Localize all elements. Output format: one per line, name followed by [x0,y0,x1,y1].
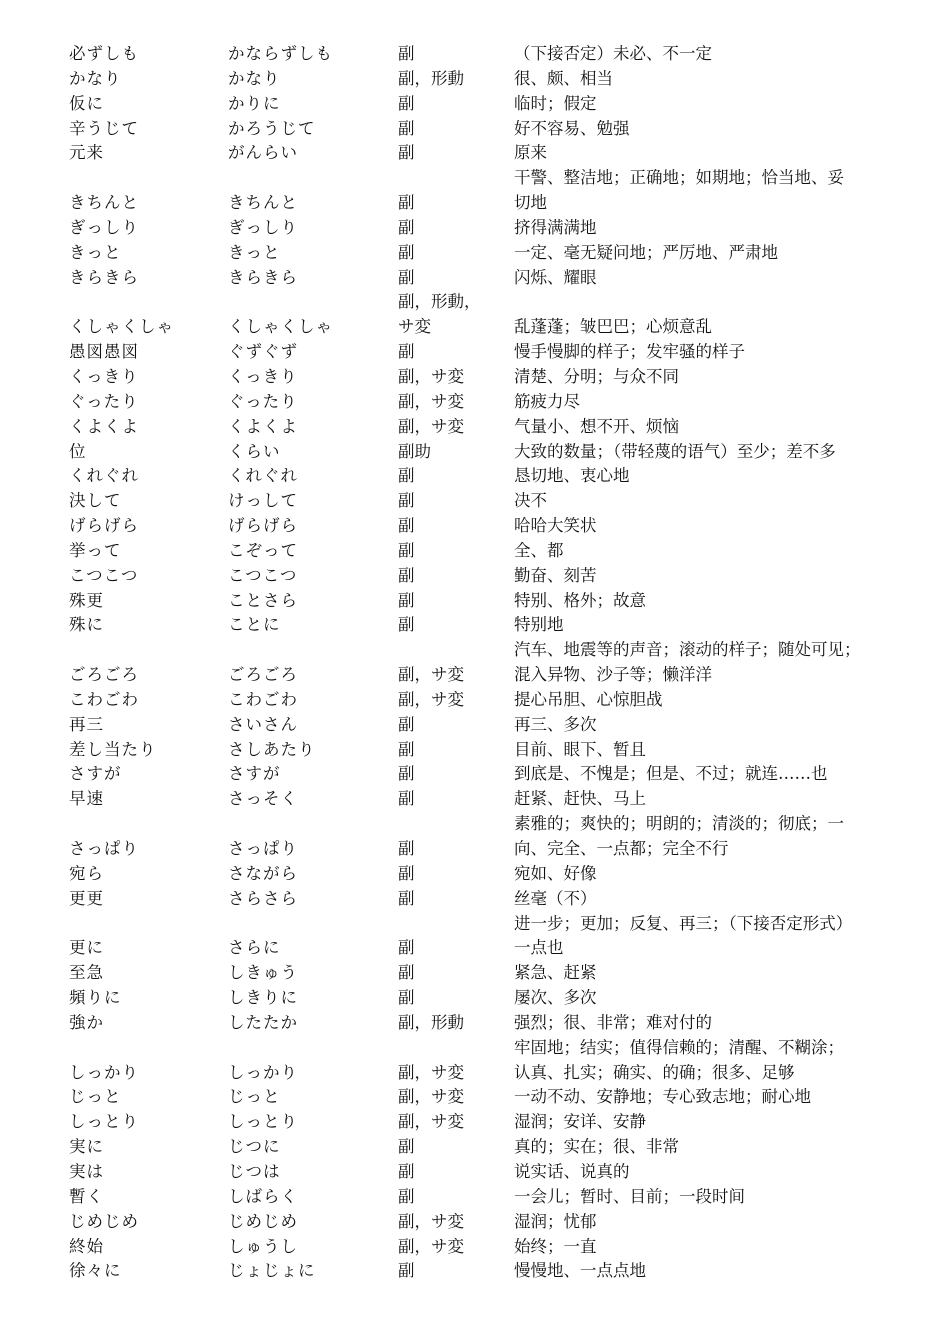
table-row [0,514,950,539]
word-cell: 辛うじて [69,118,139,138]
meaning-cell: 一点也 [514,938,564,958]
part-of-speech-cell: 副 [398,938,415,958]
word-cell: 実に [69,1137,104,1157]
part-of-speech-cell: 副 [398,963,415,983]
meaning-cell: 特别、格外；故意 [514,590,646,610]
meaning-cell: 丝毫（不） [514,888,597,908]
meaning-cell: 湿润；安详、安静 [514,1112,646,1132]
reading-cell: かなり [228,68,281,88]
part-of-speech-cell: 副 [398,118,415,138]
word-cell: ごろごろ [69,665,139,685]
reading-cell: きちんと [228,193,298,213]
part-of-speech-cell: 副 [398,93,415,113]
part-of-speech-cell: 副，サ変 [398,689,464,709]
meaning-cell: 决不 [514,491,547,511]
table-row [0,1185,950,1210]
reading-cell: こつこつ [228,565,298,585]
meaning-cell: 再三、多次 [514,714,597,734]
part-of-speech-cell: 副，サ変 [398,1087,464,1107]
word-cell: 更に [69,938,104,958]
meaning-cell: 始终；一直 [514,1236,597,1256]
word-cell: 元来 [69,143,104,163]
meaning-cell: 乱蓬蓬；皱巴巴；心烦意乱 [514,317,712,337]
meaning-cell: 混入异物、沙子等；懒洋洋 [514,665,712,685]
reading-cell: じつは [228,1161,281,1181]
table-row [0,638,950,663]
meaning-cell: 一定、毫无疑问地；严厉地、严肃地 [514,242,778,262]
meaning-cell: 干警、整洁地；正确地；如期地；恰当地、妥 [514,168,844,188]
table-row [0,489,950,514]
meaning-cell: 赶紧、赶快、马上 [514,789,646,809]
meaning-cell: 屡次、多次 [514,988,597,1008]
reading-cell: げらげら [228,516,298,536]
part-of-speech-cell: 副 [398,217,415,237]
part-of-speech-cell: 副 [398,888,415,908]
table-row [0,961,950,986]
word-cell: げらげら [69,516,139,536]
reading-cell: さっそく [228,789,298,809]
reading-cell: しゅうし [228,1236,298,1256]
table-row [0,589,950,614]
reading-cell: けっして [228,491,298,511]
part-of-speech-cell: 副，サ変 [398,665,464,685]
table-row [0,762,950,787]
part-of-speech-cell: 副，サ変 [398,1062,464,1082]
part-of-speech-cell: 副 [398,839,415,858]
table-row [0,986,950,1011]
table-row [0,688,950,713]
reading-cell: くれぐれ [228,466,298,486]
part-of-speech-cell: 副 [398,44,415,63]
table-row [0,1210,950,1235]
reading-cell: かならずしも [228,44,333,63]
part-of-speech-cell: 副，形動 [398,68,464,88]
part-of-speech-cell: 副 [398,615,415,635]
reading-cell: くしゃくしゃ [228,317,333,337]
word-cell: しっとり [69,1112,139,1132]
table-row [0,713,950,738]
table-row [0,812,950,837]
meaning-cell: 清楚、分明；与众不同 [514,366,679,386]
part-of-speech-cell: 副 [398,193,415,213]
part-of-speech-cell: 副 [398,988,415,1008]
table-row [0,738,950,763]
word-cell: 殊更 [69,590,104,610]
reading-cell: こぞって [228,540,298,560]
reading-cell: ぐずぐず [228,342,298,362]
part-of-speech-cell: 副 [398,789,415,809]
reading-cell: きっと [228,242,281,262]
table-row [0,564,950,589]
word-cell: じっと [69,1087,122,1107]
part-of-speech-cell: 副，サ変 [398,366,464,386]
reading-cell: じっと [228,1087,281,1107]
part-of-speech-cell: 副，サ変 [398,391,464,411]
word-cell: 差し当たり [69,739,157,759]
word-cell: しっかり [69,1062,139,1082]
table-row [0,1235,950,1260]
meaning-cell: 真的；实在；很、非常 [514,1137,679,1157]
table-row [0,166,950,191]
table-row [0,1036,950,1061]
word-cell: 必ずしも [69,44,139,63]
meaning-cell: 特别地 [514,615,564,635]
part-of-speech-cell: 副 [398,342,415,362]
meaning-cell: 目前、眼下、暂且 [514,739,646,759]
table-row [0,241,950,266]
part-of-speech-cell: 副 [398,739,415,759]
table-row [0,613,950,638]
word-cell: 頻りに [69,988,122,1008]
part-of-speech-cell: 副 [398,143,415,163]
word-cell: 挙って [69,540,122,560]
meaning-cell: 筋疲力尽 [514,391,580,411]
part-of-speech-cell: 副 [398,540,415,560]
part-of-speech-cell: 副，形動， [398,292,481,312]
reading-cell: したたか [228,1012,298,1032]
meaning-cell: 闪烁、耀眼 [514,267,597,287]
table-row [0,92,950,117]
meaning-cell: 进一步；更加；反复、再三；（下接否定形式） [514,913,853,933]
word-cell: 暫く [69,1186,104,1206]
table-row [0,67,950,92]
table-row [0,365,950,390]
meaning-cell: 认真、扎实；确实、的确；很多、足够 [514,1062,795,1082]
meaning-cell: 强烈；很、非常；难对付的 [514,1012,712,1032]
word-cell: きらきら [69,267,139,287]
word-cell: 決して [69,491,122,511]
part-of-speech-cell: 副 [398,491,415,511]
word-cell: 宛ら [69,863,104,883]
word-cell: くっきり [69,366,139,386]
part-of-speech-cell: 副 [398,764,415,784]
meaning-cell: 素雅的；爽快的；明朗的；清淡的；彻底；一 [514,814,844,834]
word-cell: じめじめ [69,1211,139,1231]
meaning-cell: 慢慢地、一点点地 [514,1261,646,1281]
meaning-cell: 牢固地；结实；值得信赖的；清醒、不糊涂； [514,1037,844,1057]
reading-cell: くっきり [228,366,298,386]
reading-cell: ぎっしり [228,217,298,237]
table-row [0,787,950,812]
word-cell: きっと [69,242,122,262]
reading-cell: じつに [228,1137,281,1157]
table-row [0,141,950,166]
meaning-cell: 一会儿；暂时、目前；一段时间 [514,1186,745,1206]
meaning-cell: 提心吊胆、心惊胆战 [514,689,663,709]
table-row [0,216,950,241]
meaning-cell: 一动不动、安静地；专心致志地；耐心地 [514,1087,811,1107]
table-row [0,1110,950,1135]
meaning-cell: 好不容易、勉强 [514,118,630,138]
table-row [0,1085,950,1110]
table-row [0,1160,950,1185]
reading-cell: しばらく [228,1186,298,1206]
reading-cell: がんらい [228,143,298,163]
table-row [0,464,950,489]
reading-cell: しきりに [228,988,298,1008]
part-of-speech-cell: 副 [398,516,415,536]
part-of-speech-cell: 副 [398,714,415,734]
meaning-cell: 全、都 [514,540,564,560]
reading-cell: かろうじて [228,118,316,138]
table-row [0,440,950,465]
vocabulary-table [0,42,950,1284]
table-row [0,936,950,961]
meaning-cell: 气量小、想不开、烦恼 [514,416,679,436]
part-of-speech-cell: 副 [398,1137,415,1157]
meaning-cell: 挤得满满地 [514,217,597,237]
meaning-cell: （下接否定）未必、不一定 [514,44,712,63]
reading-cell: ごろごろ [228,665,298,685]
reading-cell: さいさん [228,714,298,734]
meaning-cell: 很、颇、相当 [514,68,613,88]
word-cell: 再三 [69,714,104,734]
part-of-speech-cell: 副 [398,1261,415,1281]
reading-cell: くらい [228,441,281,461]
meaning-cell: 原来 [514,143,547,163]
table-row [0,315,950,340]
table-row [0,539,950,564]
reading-cell: さっぱり [228,839,298,858]
word-cell: 実は [69,1161,104,1181]
part-of-speech-cell: 副，形動 [398,1012,464,1032]
word-cell: ぐったり [69,391,139,411]
reading-cell: しっかり [228,1062,298,1082]
part-of-speech-cell: 副，サ変 [398,1211,464,1231]
reading-cell: じょじょに [228,1261,316,1281]
table-row [0,1061,950,1086]
table-row [0,191,950,216]
meaning-cell: 哈哈大笑状 [514,516,597,536]
word-cell: 位 [69,441,87,461]
reading-cell: きらきら [228,267,298,287]
table-row [0,663,950,688]
meaning-cell: 恳切地、衷心地 [514,466,630,486]
part-of-speech-cell: 副，サ変 [398,1112,464,1132]
reading-cell: さながら [228,863,298,883]
part-of-speech-cell: 副 [398,1161,415,1181]
meaning-cell: 临时；假定 [514,93,597,113]
reading-cell: ことさら [228,590,298,610]
meaning-cell: 向、完全、一点都；完全不行 [514,839,729,858]
reading-cell: こわごわ [228,689,298,709]
table-row [0,862,950,887]
table-row [0,390,950,415]
word-cell: 早速 [69,789,104,809]
reading-cell: ことに [228,615,281,635]
meaning-cell: 宛如、好像 [514,863,597,883]
word-cell: くれぐれ [69,466,139,486]
part-of-speech-cell: 副 [398,1186,415,1206]
word-cell: 仮に [69,93,104,113]
part-of-speech-cell: 副 [398,863,415,883]
word-cell: かなり [69,68,122,88]
meaning-cell: 湿润；忧郁 [514,1211,597,1231]
part-of-speech-cell: 副，サ変 [398,1236,464,1256]
table-row [0,266,950,291]
reading-cell: さしあたり [228,739,316,759]
table-row [0,1011,950,1036]
word-cell: 終始 [69,1236,104,1256]
part-of-speech-cell: 副助 [398,441,431,461]
table-row [0,290,950,315]
word-cell: 殊に [69,615,104,635]
word-cell: 愚図愚図 [69,342,139,362]
table-row [0,117,950,142]
word-cell: こつこつ [69,565,139,585]
word-cell: さっぱり [69,839,139,858]
reading-cell: しっとり [228,1112,298,1132]
meaning-cell: 汽车、地震等的声音；滚动的样子；随处可见； [514,640,861,660]
part-of-speech-cell: 副 [398,590,415,610]
table-row [0,912,950,937]
meaning-cell: 慢手慢脚的样子；发牢骚的样子 [514,342,745,362]
part-of-speech-cell: 副 [398,565,415,585]
word-cell: ぎっしり [69,217,139,237]
word-cell: 更更 [69,888,104,908]
reading-cell: さらさら [228,888,298,908]
reading-cell: さらに [228,938,281,958]
table-row [0,837,950,862]
reading-cell: くよくよ [228,416,298,436]
meaning-cell: 到底是、不愧是；但是、不过；就连……也 [514,764,828,784]
part-of-speech-cell: 副 [398,267,415,287]
word-cell: 徐々に [69,1261,122,1281]
table-row [0,42,950,67]
table-row [0,1135,950,1160]
reading-cell: ぐったり [228,391,298,411]
reading-cell: かりに [228,93,281,113]
word-cell: 強か [69,1012,104,1032]
reading-cell: じめじめ [228,1211,298,1231]
meaning-cell: 大致的数量；（带轻蔑的语气）至少；差不多 [514,441,836,461]
part-of-speech-cell: サ変 [398,317,431,337]
reading-cell: さすが [228,764,281,784]
part-of-speech-cell: 副，サ変 [398,416,464,436]
table-row [0,415,950,440]
meaning-cell: 紧急、赶紧 [514,963,597,983]
table-row [0,887,950,912]
word-cell: さすが [69,764,122,784]
meaning-cell: 切地 [514,193,547,213]
reading-cell: しきゅう [228,963,298,983]
table-row [0,1259,950,1284]
word-cell: 至急 [69,963,104,983]
meaning-cell: 勤奋、刻苦 [514,565,597,585]
word-cell: くよくよ [69,416,139,436]
word-cell: こわごわ [69,689,139,709]
table-row [0,340,950,365]
part-of-speech-cell: 副 [398,466,415,486]
meaning-cell: 说实话、说真的 [514,1161,630,1181]
word-cell: きちんと [69,193,139,213]
word-cell: くしゃくしゃ [69,317,174,337]
part-of-speech-cell: 副 [398,242,415,262]
